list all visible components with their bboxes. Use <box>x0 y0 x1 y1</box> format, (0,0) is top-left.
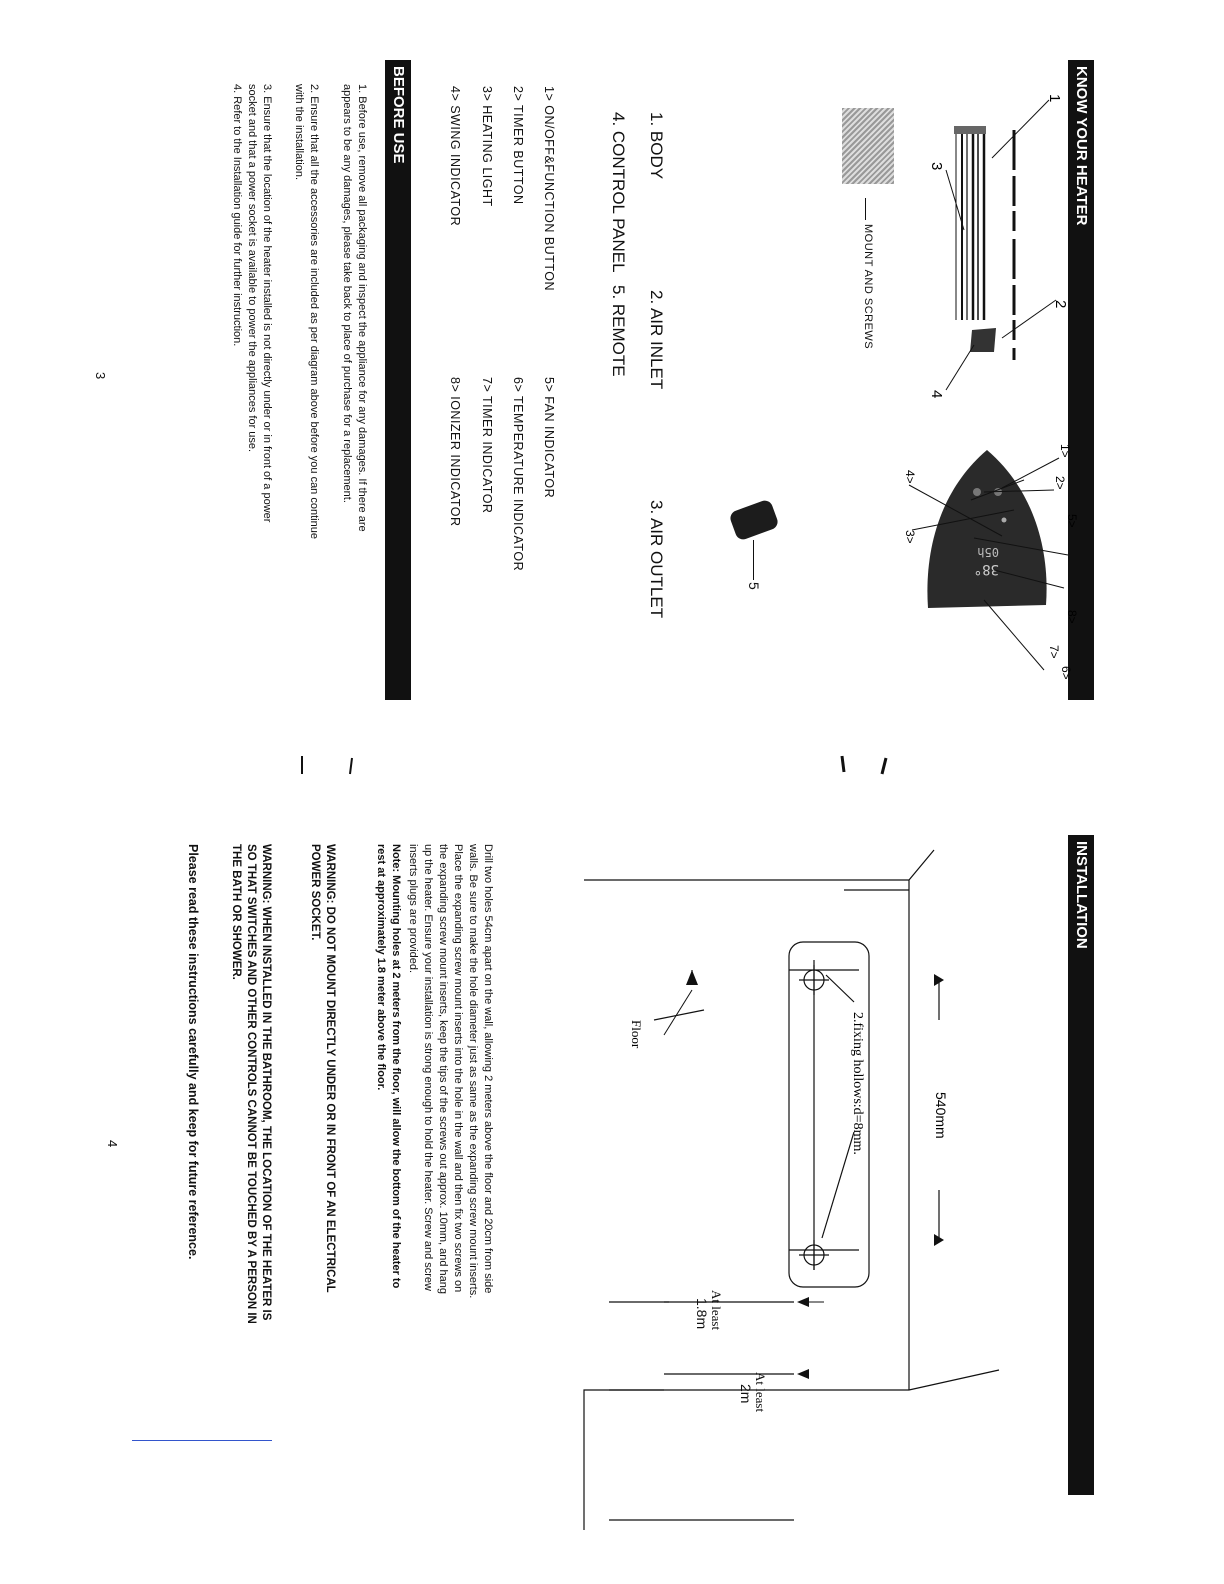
callout-4: 4 <box>928 390 945 399</box>
control-item-8: 8> IONIZER INDICATOR <box>448 377 462 527</box>
at-least-1-8m-line2: 1.8m <box>694 1298 710 1330</box>
panel-callout-3: 3> <box>903 530 917 544</box>
remote-callout: 5 <box>746 582 762 590</box>
panel-callout-6: 6> <box>1059 666 1073 680</box>
panel-callout-5: 5> <box>1065 514 1079 528</box>
warning-2-line-2: SO THAT SWITCHES AND OTHER CONTROLS CANNOT BE TOUCHED BY A PERSON IN <box>245 844 257 1324</box>
part-control-panel: 4. CONTROL PANEL <box>609 112 628 273</box>
before-use-line-7: 4. Refer to the Installation guide for further instruction. <box>231 84 243 347</box>
part-air-outlet: 3. AIR OUTLET <box>647 500 666 619</box>
warning-2-line-1: WARNING: WHEN INSTALLED IN THE BATHROOM, THE LOCATION OF THE HEATER IS <box>260 844 272 1321</box>
instruction-line-2: walls. Be sure to make the hole diameter just as same as the expanding screw mount inserts. <box>467 844 479 1299</box>
control-item-5: 5> FAN INDICATOR <box>542 377 556 499</box>
instruction-line-3: Place the expanding screw mount inserts into the hole in the wall and then fix two screws on <box>452 844 464 1293</box>
page-number-4: 4 <box>105 1140 120 1148</box>
panel-callout-1: 1> <box>1058 444 1072 458</box>
part-remote: 5. REMOTE <box>609 285 628 377</box>
page-number-3: 3 <box>93 372 108 380</box>
heater-body-diagram <box>924 90 1069 470</box>
dimension-label-540mm: 540mm <box>933 1092 949 1139</box>
callout-3: 3 <box>928 162 945 171</box>
callout-1: 1 <box>1046 94 1063 103</box>
remote-leader-line <box>753 540 754 580</box>
part-body: 1. BODY <box>647 112 666 180</box>
panel-callout-7: 7> <box>1047 645 1061 659</box>
note-line-1: Note: Mounting holes at 2 meters from the floor, will allow the bottom of the heater to <box>390 844 402 1289</box>
note-line-2: rest at approximately 1.8 meter above the floor. <box>375 844 387 1091</box>
know-your-heater-header: KNOW YOUR HEATER <box>1068 60 1094 700</box>
panel-callout-4: 4> <box>903 470 917 484</box>
before-use-line-5: 3. Ensure that the location of the heater installed is not directly under or in front of a power <box>261 84 273 523</box>
warning-2-line-3: THE BATH OR SHOWER. <box>230 844 242 980</box>
spine-marks <box>292 752 892 782</box>
mount-and-screws-label: MOUNT AND SCREWS <box>862 224 874 350</box>
floor-label: Floor <box>629 1020 644 1049</box>
before-use-line-1: 1. Before use, remove all packaging and inspect the appliance for any damages. If there are <box>356 84 368 532</box>
mount-and-screws-image <box>842 108 894 184</box>
at-least-1-8m-line1: At least <box>709 1290 724 1331</box>
before-use-line-2: appears to be any damages, please take back to place of purchase for a replacement. <box>341 84 353 503</box>
part-air-inlet: 2. AIR INLET <box>647 290 666 390</box>
fixing-hollows-label: 2.fixing hollows:d=8mm. <box>850 1012 865 1155</box>
control-item-6: 6> TEMPERATURE INDICATOR <box>511 377 525 572</box>
installation-diagram <box>554 830 1004 1570</box>
footer-rule <box>132 1440 272 1441</box>
remote-image <box>728 498 780 541</box>
display-temp: 38° <box>973 561 999 577</box>
instruction-line-4: the expanding screw mount inserts, keep the tips of the screws out approx. 10mm, and hang <box>437 844 449 1295</box>
instruction-line-5: up the heater. Ensure your installation is strong enough to hold the heater. Screw and screw <box>422 844 434 1291</box>
control-item-3: 3> HEATING LIGHT <box>480 86 494 207</box>
warning-1-line-1: WARNING: DO NOT MOUNT DIRECTLY UNDER OR IN FRONT OF AN ELECTRICAL <box>324 844 336 1293</box>
before-use-line-6: socket and that a power socket is available to power the appliances for use. <box>246 84 258 453</box>
at-least-2m-line1: At least <box>753 1372 768 1413</box>
control-item-4: 4> SWING INDICATOR <box>448 86 462 227</box>
callout-2: 2 <box>1052 300 1069 309</box>
closing-reminder: Please read these instructions carefully and keep for future reference. <box>186 844 200 1260</box>
before-use-header: BEFORE USE <box>385 60 411 700</box>
control-item-2: 2> TIMER BUTTON <box>511 86 525 205</box>
instruction-line-1: Drill two holes 54cm apart on the wall, allowing 2 meters above the floor and 20cm from side <box>482 844 494 1294</box>
before-use-line-4: with the installation. <box>293 84 305 180</box>
warning-1-line-2: POWER SOCKET. <box>309 844 321 941</box>
mount-leader-line <box>865 198 866 220</box>
control-item-1: 1> ON/OFF&FUNCTION BUTTON <box>542 86 556 291</box>
display-time: 05h <box>977 545 999 559</box>
installation-header: INSTALLATION <box>1068 835 1094 1495</box>
panel-callout-2: 2> <box>1053 476 1067 490</box>
at-least-2m-line2: 2m <box>738 1384 754 1404</box>
instruction-line-6: inserts plugs are provided. <box>407 844 419 974</box>
control-panel-diagram <box>899 440 1079 690</box>
control-item-7: 7> TIMER INDICATOR <box>480 377 494 514</box>
before-use-line-3: 2. Ensure that all the accessories are included as per diagram above before you can continue <box>308 84 320 539</box>
panel-callout-8: 8> <box>1065 610 1079 624</box>
